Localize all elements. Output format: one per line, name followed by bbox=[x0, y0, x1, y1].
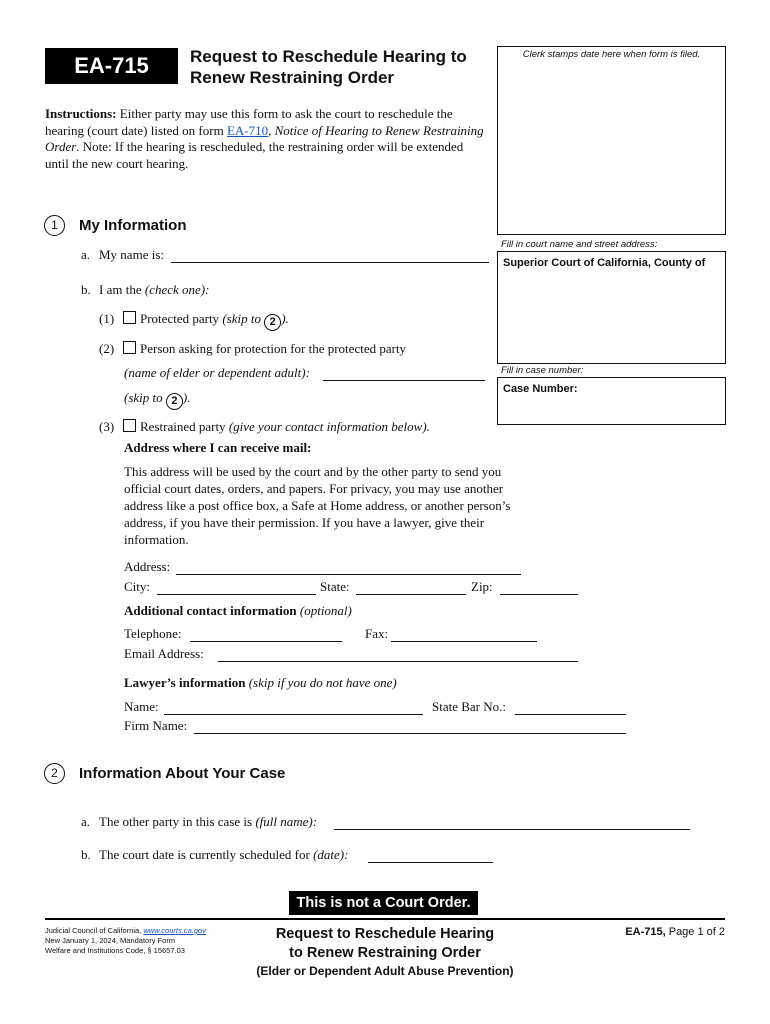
court-hint: Fill in court name and street address: bbox=[501, 239, 658, 250]
form-title bbox=[190, 46, 467, 88]
other-party-label: The other party in this case is (full name): bbox=[99, 814, 318, 829]
form-title-line1: Request to Reschedule Hearing to bbox=[190, 47, 467, 66]
email-field[interactable] bbox=[218, 661, 578, 662]
court-date-label: The court date is currently scheduled for (date): bbox=[99, 847, 349, 862]
form-id-badge bbox=[45, 48, 178, 84]
form-status: New January 1, 2024, Mandatory Form bbox=[45, 936, 176, 945]
elder-name-label: (name of elder or dependent adult): bbox=[124, 365, 310, 380]
section2-number: 2 bbox=[44, 763, 65, 784]
item-1b-label: b. bbox=[81, 282, 91, 297]
court-label: Superior Court of California, County of bbox=[503, 257, 706, 269]
fax-field[interactable] bbox=[391, 641, 537, 642]
city-field[interactable] bbox=[157, 594, 316, 595]
instructions-label: Instructions: bbox=[45, 106, 117, 121]
item-2b-label: b. bbox=[81, 847, 91, 862]
court-date-field[interactable] bbox=[368, 862, 493, 863]
address-heading: Address where I can receive mail: bbox=[124, 440, 312, 455]
option2-skip: (skip to 2 ). bbox=[124, 390, 190, 410]
firm-name-label: Firm Name: bbox=[124, 718, 188, 733]
protected-party-checkbox[interactable] bbox=[123, 311, 136, 324]
skip-to-2-icon: 2 bbox=[166, 393, 183, 410]
state-label: State: bbox=[320, 579, 350, 594]
section1-title: My Information bbox=[79, 217, 187, 234]
fax-label: Fax: bbox=[365, 626, 389, 641]
state-bar-field[interactable] bbox=[515, 714, 626, 715]
option2-number: (2) bbox=[99, 341, 115, 356]
state-field[interactable] bbox=[356, 594, 466, 595]
lawyer-name-label: Name: bbox=[124, 699, 159, 714]
item-2a-label: a. bbox=[81, 814, 91, 829]
my-name-label: My name is: bbox=[99, 247, 164, 262]
form-title-line2: Renew Restraining Order bbox=[190, 68, 395, 87]
zip-field[interactable] bbox=[500, 594, 578, 595]
city-label: City: bbox=[124, 579, 151, 594]
case-hint: Fill in case number: bbox=[501, 365, 584, 376]
telephone-label: Telephone: bbox=[124, 626, 182, 641]
statute-reference: Welfare and Institutions Code, § 15657.03 bbox=[45, 946, 185, 955]
telephone-field[interactable] bbox=[190, 641, 342, 642]
clerk-stamp-label: Clerk stamps date here when form is filed. bbox=[522, 49, 701, 60]
form-id: EA-715 bbox=[74, 53, 149, 78]
option1-number: (1) bbox=[99, 311, 115, 326]
ea-710-link[interactable]: EA-710 bbox=[226, 122, 269, 138]
email-label: Email Address: bbox=[124, 646, 204, 661]
section2-title: Information About Your Case bbox=[79, 765, 286, 782]
instructions-text: Either party may use this form to ask the court to reschedule the hearing (court date) listed on form bbox=[45, 106, 453, 138]
court-name-box[interactable] bbox=[497, 251, 726, 364]
option-protected-party[interactable]: Protected party (skip to 2 ). bbox=[123, 311, 289, 331]
address-field[interactable] bbox=[176, 574, 521, 575]
party-type-prompt: I am the (check one): bbox=[99, 282, 210, 297]
address-label: Address: bbox=[124, 559, 171, 574]
case-number-box[interactable] bbox=[497, 377, 726, 425]
clerk-stamp-box bbox=[497, 46, 726, 235]
instructions: Instructions: Either party may use this form to ask the court to reschedule the hearing (court date) listed on form EA-710, Notice of Hearing to Renew Restraining Order. Note: If the hearing is rescheduled, the restraining order will be extended until the new court hearing. bbox=[45, 106, 484, 171]
option-person-asking[interactable]: Person asking for protection for the protected party bbox=[123, 341, 406, 357]
state-bar-label: State Bar No.: bbox=[432, 699, 507, 714]
footer-title: Request to Reschedule Hearing to Renew Restraining Order (Elder or Dependent Adult Abuse Prevention) bbox=[256, 926, 514, 978]
person-asking-checkbox[interactable] bbox=[123, 341, 136, 354]
item-1a-label: a. bbox=[81, 247, 91, 262]
contact-heading: Additional contact information (optional) bbox=[124, 603, 352, 618]
not-court-order-banner: This is not a Court Order. bbox=[289, 891, 478, 915]
notice-title: Notice of Hearing to Renew Restraining Order bbox=[45, 122, 484, 154]
footer-left: Judicial Council of California, www.courts.ca.gov New January 1, 2024, Mandatory Form Welfare and Institutions Code, § 15657.03 bbox=[45, 926, 206, 955]
page-number: EA-715, Page 1 of 2 bbox=[625, 926, 725, 938]
address-note: This address will be used by the court and by the other party to send you official court dates, orders, and papers. For privacy, you may use another address like a post office box, a Safe at Home address, or another person’s address, if you have their permission. If you have a lawyer, give their information. bbox=[124, 464, 511, 547]
skip-to-2-icon: 2 bbox=[264, 314, 281, 331]
section1-number: 1 bbox=[44, 215, 65, 236]
other-party-field[interactable] bbox=[334, 829, 690, 830]
firm-name-field[interactable] bbox=[194, 733, 626, 734]
my-name-field[interactable] bbox=[171, 262, 489, 263]
zip-label: Zip: bbox=[471, 579, 493, 594]
courts-website-link[interactable]: www.courts.ca.gov bbox=[143, 926, 206, 935]
option3-number: (3) bbox=[99, 419, 115, 434]
case-number-label: Case Number: bbox=[503, 383, 578, 395]
option-restrained-party[interactable]: Restrained party (give your contact information below). bbox=[123, 419, 430, 435]
elder-name-field[interactable] bbox=[323, 380, 485, 381]
lawyer-name-field[interactable] bbox=[164, 714, 423, 715]
lawyer-heading: Lawyer’s information (skip if you do not have one) bbox=[124, 675, 397, 690]
footer-divider bbox=[45, 918, 725, 920]
restrained-party-checkbox[interactable] bbox=[123, 419, 136, 432]
